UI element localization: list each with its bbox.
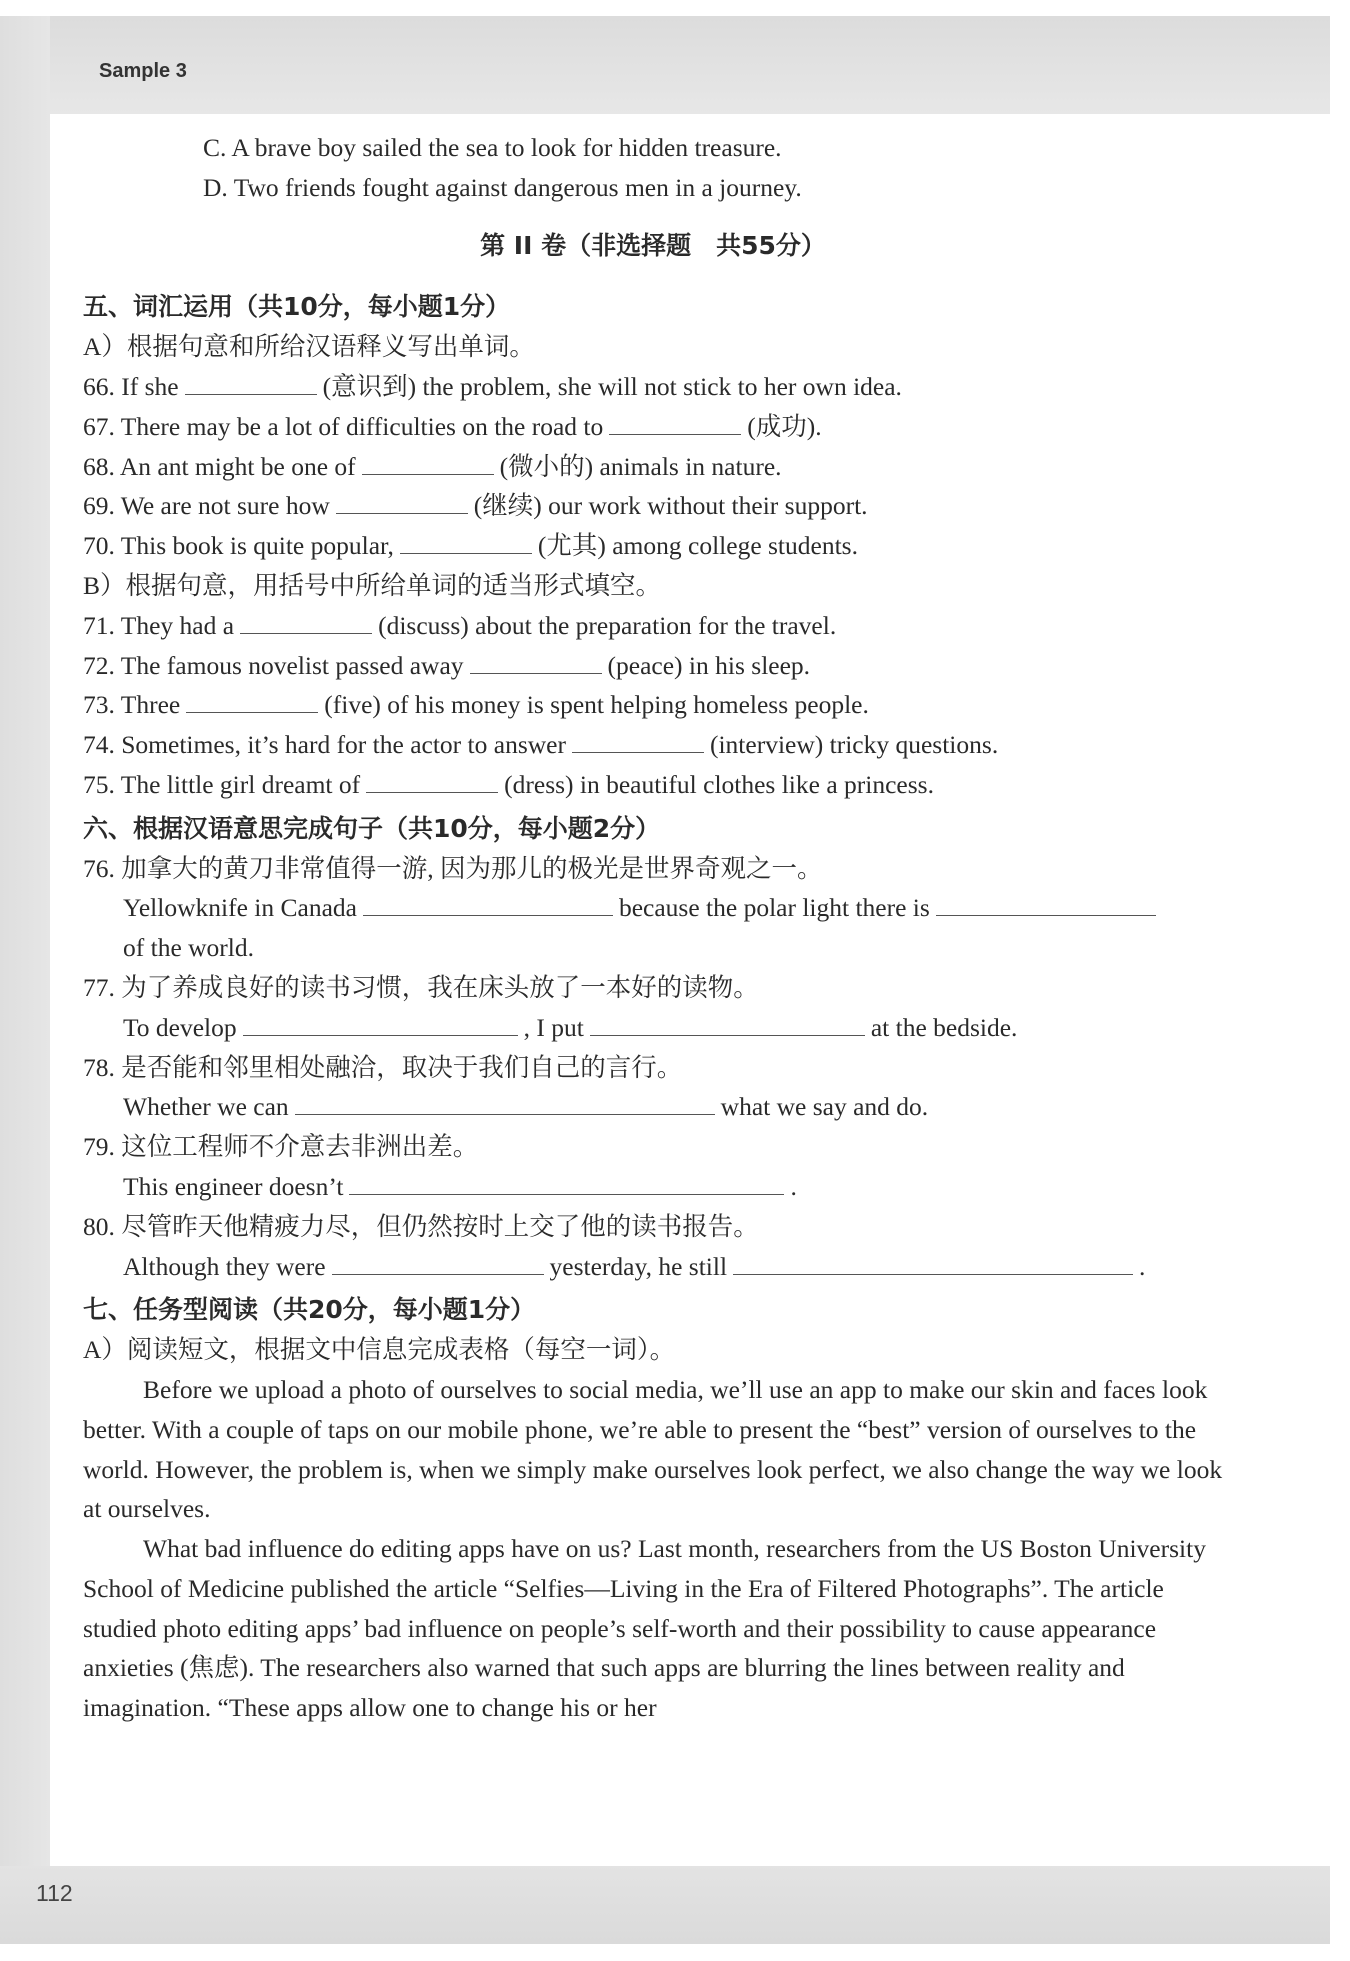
q76-text-1: Yellowknife in Canada	[123, 893, 357, 923]
p2-line-1: What bad influence do editing apps have on us? Last month, researchers from the US Boston	[143, 1534, 1092, 1564]
sample-label: Sample 3	[99, 60, 187, 82]
q66-text-post: (意识到) the problem, she will not stick to her own idea.	[322, 371, 902, 401]
q80-blank-2[interactable]	[733, 1250, 1133, 1275]
q69-text-post: (继续) our work without their support.	[473, 491, 868, 521]
q77-blank-2[interactable]	[590, 1011, 865, 1036]
p2-line-4: their possibility to cause appearance anxieties (焦虑). The researchers also warned that such apps	[83, 1613, 1157, 1683]
q69-blank[interactable]	[336, 489, 468, 514]
q77-text-3: at the bedside.	[870, 1012, 1018, 1042]
q67-text-pre: 67. There may be a lot of difficulties on the road to	[83, 411, 604, 441]
q68-text-post: (微小的) animals in nature.	[499, 451, 782, 481]
q70-text-pre: 70. This book is quite popular,	[83, 531, 394, 561]
q71-text-post: (discuss) about the preparation for the travel.	[378, 610, 837, 640]
q72-blank[interactable]	[470, 649, 602, 674]
q77-text-2: , I put	[523, 1012, 584, 1042]
q78-text-2: what we say and do.	[720, 1092, 929, 1122]
section-title: 第 II 卷（非选择题 共55分）	[480, 230, 826, 260]
p1-line-1: Before we upload a photo of ourselves to social media, we’ll use an app to make our skin and	[143, 1374, 1097, 1404]
question-74	[83, 725, 1223, 765]
q77-blank-1[interactable]	[243, 1011, 518, 1036]
q80-text-2: yesterday, he still	[549, 1251, 728, 1281]
q68-blank[interactable]	[362, 450, 494, 475]
q73-text-post: (five) of his money is spent helping homeless people.	[324, 690, 869, 720]
part5-b-instruction: B）根据句意，用括号中所给单词的适当形式填空。	[83, 570, 662, 600]
q66-blank[interactable]	[185, 370, 317, 395]
q80-text-3: .	[1139, 1251, 1146, 1281]
q80-blank-1[interactable]	[332, 1250, 544, 1275]
q73-blank[interactable]	[186, 688, 318, 713]
p2-line-2: University School of Medicine published the article “Selfies—Living in the Era of Filtered	[83, 1534, 1206, 1603]
question-79-cn: 79. 这位工程师不介意去非洲出差。	[83, 1132, 479, 1162]
q79-blank[interactable]	[349, 1170, 784, 1195]
question-76-en-cont: of the world.	[123, 933, 255, 963]
q78-text-1: Whether we can	[123, 1092, 289, 1122]
question-71	[83, 606, 1223, 646]
q75-text-post: (dress) in beautiful clothes like a princess.	[504, 769, 934, 799]
question-73	[83, 685, 1223, 725]
q66-text-pre: 66. If she	[83, 371, 179, 401]
footer-band	[0, 1866, 1330, 1944]
q71-blank[interactable]	[240, 609, 372, 634]
q72-text-post: (peace) in his sleep.	[607, 650, 811, 680]
header-band	[0, 16, 1330, 114]
q78-blank[interactable]	[295, 1090, 715, 1115]
p1-line-4: also change the way we look at ourselves.	[83, 1454, 1223, 1524]
q74-text-pre: 74. Sometimes, it’s hard for the actor to answer	[83, 730, 566, 760]
question-78-cn: 78. 是否能和邻里相处融洽，取决于我们自己的言行。	[83, 1052, 683, 1082]
q76-blank-2[interactable]	[936, 891, 1156, 916]
q70-blank[interactable]	[400, 529, 532, 554]
question-75	[83, 765, 1223, 805]
part7-a-instruction: A）阅读短文，根据文中信息完成表格（每空一词）。	[83, 1335, 676, 1365]
q77-text-1: To develop	[123, 1012, 237, 1042]
page-content	[83, 128, 1223, 1728]
q74-blank[interactable]	[572, 728, 704, 753]
part7-title: 七、任务型阅读（共20分，每小题1分）	[83, 1295, 536, 1325]
q79-text-2: .	[790, 1171, 797, 1201]
q67-blank[interactable]	[609, 410, 741, 435]
question-80-en	[83, 1247, 1223, 1287]
p2-line-5: are blurring the lines between reality and imagination. “These apps allow one to change his or her	[83, 1653, 1125, 1723]
question-67	[83, 407, 1223, 447]
question-76-en	[83, 888, 1223, 928]
question-66	[83, 367, 1223, 407]
q73-text-pre: 73. Three	[83, 690, 181, 720]
passage-paragraph-1	[83, 1370, 1223, 1529]
part5-title: 五、词汇运用（共10分，每小题1分）	[83, 292, 511, 322]
question-72	[83, 646, 1223, 686]
option-c: C. A brave boy sailed the sea to look for hidden treasure.	[203, 133, 782, 162]
question-69	[83, 486, 1223, 526]
q76-blank-1[interactable]	[363, 891, 613, 916]
part5-a-instruction: A）根据句意和所给汉语释义写出单词。	[83, 332, 535, 362]
page-number: 112	[36, 1880, 73, 1906]
question-79-en	[83, 1167, 1223, 1207]
q74-text-post: (interview) tricky questions.	[709, 730, 999, 760]
question-77-cn: 77. 为了养成良好的读书习惯，我在床头放了一本好的读物。	[83, 972, 759, 1002]
part6-title: 六、根据汉语意思完成句子（共10分，每小题2分）	[83, 813, 661, 843]
q70-text-post: (尤其) among college students.	[537, 531, 858, 561]
q75-blank[interactable]	[366, 768, 498, 793]
q71-text-pre: 71. They had a	[83, 610, 235, 640]
q76-text-2: because the polar light there is	[618, 893, 930, 923]
question-70	[83, 526, 1223, 566]
q80-text-1: Although they were	[123, 1251, 326, 1281]
p1-line-2: faces look better. With a couple of taps on our mobile phone, we’re able to present the “best” version	[83, 1374, 1208, 1444]
question-80-cn: 80. 尽管昨天他精疲力尽，但仍然按时上交了他的读书报告。	[83, 1211, 759, 1241]
q79-text-1: This engineer doesn’t	[123, 1171, 344, 1201]
passage-paragraph-2	[83, 1529, 1223, 1728]
left-margin-strip	[0, 16, 50, 1941]
question-76-cn: 76. 加拿大的黄刀非常值得一游, 因为那儿的极光是世界奇观之一。	[83, 853, 823, 883]
option-d: D. Two friends fought against dangerous men in a journey.	[203, 172, 802, 202]
p2-line-3: Photographs”. The article studied photo editing apps’ bad influence on people’s self-worth and	[83, 1573, 1164, 1643]
q67-text-post: (成功).	[747, 411, 822, 441]
p1-line-3: of ourselves to the world. However, the problem is, when we simply make ourselves look perfect, we	[83, 1414, 1197, 1484]
q68-text-pre: 68. An ant might be one of	[83, 451, 356, 481]
question-77-en	[83, 1008, 1223, 1048]
q75-text-pre: 75. The little girl dreamt of	[83, 769, 361, 799]
q69-text-pre: 69. We are not sure how	[83, 491, 330, 521]
q72-text-pre: 72. The famous novelist passed away	[83, 650, 464, 680]
question-68	[83, 447, 1223, 487]
question-78-en	[83, 1087, 1223, 1127]
